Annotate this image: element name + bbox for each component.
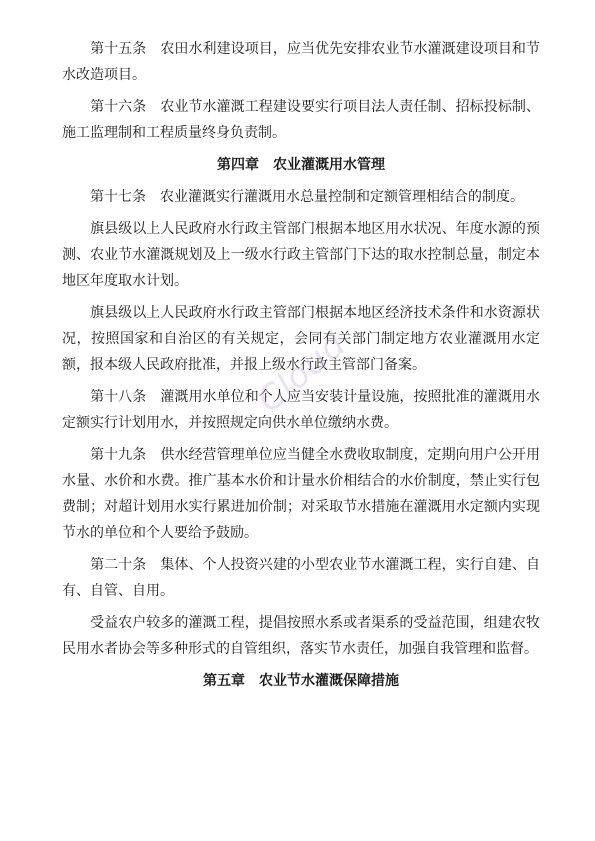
article-15: 第十五条 农田水利建设项目，应当优先安排农业节水灌溉建设项目和节水改造项目。 <box>62 41 540 83</box>
article-19: 第十九条 供水经营管理单位应当健全水费收取制度，定期向用户公开用水量、水价和水费。推广基本水价和计量水价相结合的水价制度，禁止实行包费制；对超计划用水实行累进加价制；对采取节水措施在灌溉用水定额内实现节水的单位和个人要给予鼓励。 <box>62 447 540 541</box>
watermark-logo: Cloud <box>250 324 354 421</box>
chapter-4-heading: 第四章 农业灌溉用水管理 <box>217 157 385 173</box>
article-20-paragraph-2: 受益农户较多的灌溉工程，提倡按照水系或者渠系的受益范围，组建农牧民用水者协会等多种形式的自管组织，落实节水责任，加强自我管理和监督。 <box>62 615 540 657</box>
article-18: 第十八条 灌溉用水单位和个人应当安装计量设施，按照批准的灌溉用水定额实行计划用水，并按照规定向供水单位缴纳水费。 <box>62 389 540 431</box>
article-17-paragraph-3: 旗县级以上人民政府水行政主管部门根据本地区经济技术条件和水资源状况，按照国家和自治区的有关规定，会同有关部门制定地方农业灌溉用水定额，报本级人民政府批准，并报上级水行政主管部门备案。 <box>62 305 540 373</box>
article-17-paragraph-2: 旗县级以上人民政府水行政主管部门根据本地区用水状况、年度水源的预测、农业节水灌溉规划及上一级水行政主管部门下达的取水控制总量，制定本地区年度取水计划。 <box>62 221 540 289</box>
article-17: 第十七条 农业灌溉实行灌溉用水总量控制和定额管理相结合的制度。 <box>90 189 524 205</box>
article-20: 第二十条 集体、个人投资兴建的小型农业节水灌溉工程，实行自建、自有、自管、自用。 <box>62 557 540 599</box>
chapter-5-heading: 第五章 农业节水灌溉保障措施 <box>203 673 399 689</box>
article-16: 第十六条 农业节水灌溉工程建设要实行项目法人责任制、招标投标制、施工监理制和工程质量终身负责制。 <box>62 99 540 141</box>
